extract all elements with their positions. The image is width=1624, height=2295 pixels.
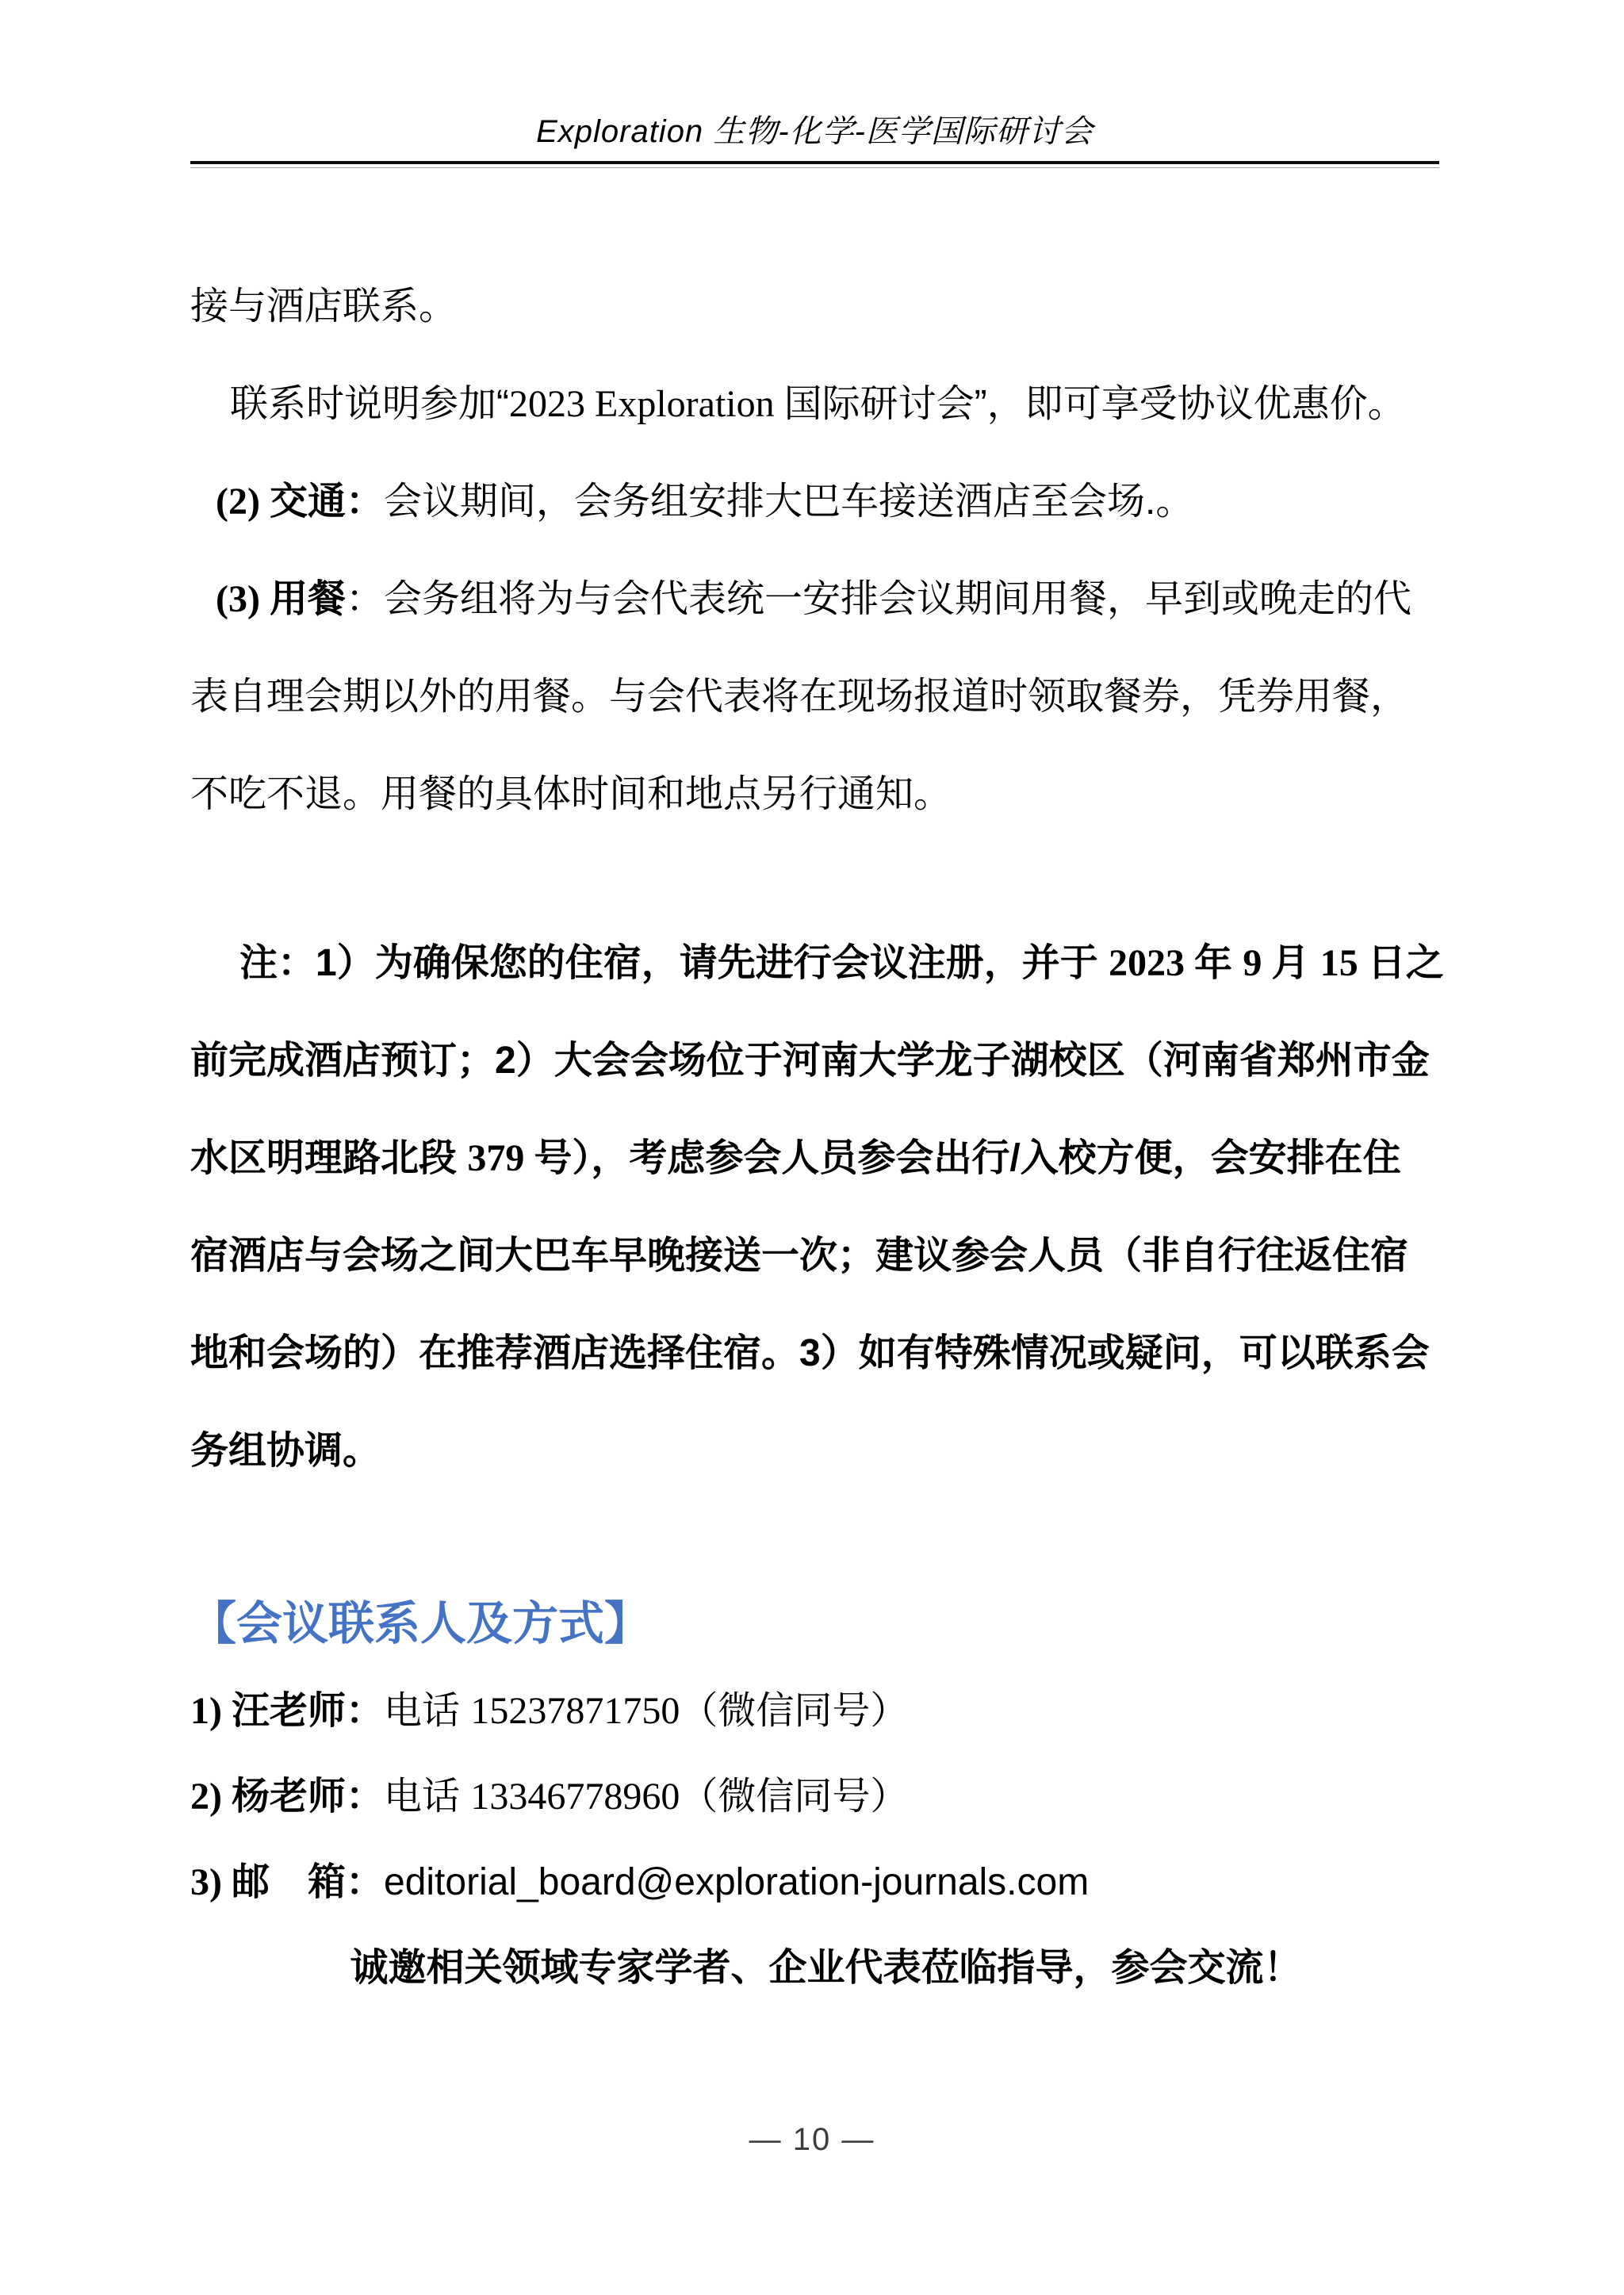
- paragraph-line: [190, 914, 1461, 1012]
- paragraph-line: [190, 258, 1461, 355]
- text-segment: (3): [216, 578, 270, 620]
- document-body: [190, 258, 1461, 2011]
- text-segment: 接与酒店联系。: [190, 285, 458, 328]
- paragraph-line: [190, 1207, 1461, 1305]
- text-segment: 2023 Exploration: [509, 383, 784, 425]
- text-segment: 联系时说明参加“: [230, 383, 509, 425]
- paragraph-line: [190, 1305, 1461, 1402]
- paragraph-line: [190, 453, 1461, 550]
- text-segment: 务组协调。: [190, 1430, 381, 1472]
- text-segment: 1): [190, 1690, 232, 1732]
- text-segment: 15: [1320, 942, 1368, 984]
- text-segment: 地和会场的）在推荐酒店选择住宿。3）如有特殊情况或疑问，可以联系会: [190, 1332, 1430, 1374]
- text-segment: 前完成酒店预订；2）大会会场位于河南大学龙子湖校区（河南省郑州市金: [190, 1040, 1430, 1082]
- paragraph-line: [190, 745, 1461, 843]
- text-segment: 杨老师：: [231, 1776, 384, 1818]
- text-segment: ：会务组将为与会代表统一安排会议期间用餐，早到或晚走的代: [345, 578, 1411, 620]
- paragraph-line: [190, 648, 1461, 745]
- text-segment: 电话: [384, 1776, 471, 1818]
- email-address: editorial_board@exploration-journals.com: [384, 1861, 1090, 1903]
- text-segment: 2023: [1109, 942, 1195, 984]
- section-heading-contacts: 【会议联系人及方式】: [190, 1598, 651, 1649]
- text-segment: 邮 箱：: [231, 1861, 384, 1903]
- closing-invitation-line: 诚邀相关领域专家学者、企业代表莅临指导，参会交流！: [350, 1947, 1302, 1989]
- text-segment: 9: [1243, 942, 1272, 984]
- text-segment: 13346778960: [470, 1776, 680, 1818]
- contact-list: [190, 1669, 1461, 1925]
- text-segment: 汪老师：: [231, 1690, 384, 1732]
- body-paragraphs: [190, 258, 1461, 1500]
- text-segment: 宿酒店与会场之间大巴车早晚接送一次；建议参会人员（非自行往返住宿: [190, 1235, 1409, 1277]
- header-rule-thick: [190, 161, 1439, 164]
- text-segment: 交通：: [269, 481, 384, 523]
- text-segment: 3): [190, 1861, 232, 1903]
- text-segment: （微信同号）: [680, 1690, 909, 1732]
- text-segment: 用餐: [269, 578, 346, 620]
- text-segment: 注：1）为确保您的住宿，请先进行会议注册，并于: [239, 942, 1109, 984]
- text-segment: 电话: [384, 1690, 471, 1732]
- text-segment: 水区明理路北段: [190, 1137, 468, 1179]
- text-segment: 会议期间，会务组安排大巴车接送酒店至会场.。: [383, 481, 1194, 523]
- text-segment: 年: [1194, 942, 1243, 984]
- text-segment: 日之: [1367, 942, 1444, 984]
- document-header-title: Exploration 生物-化学-医学国际研讨会: [536, 114, 1094, 149]
- paragraph-line: [190, 550, 1461, 648]
- paragraph-line: [190, 355, 1461, 453]
- paragraph-line: [190, 1012, 1461, 1109]
- contact-line: [190, 1669, 1461, 1754]
- text-segment: 15237871750: [470, 1690, 680, 1732]
- header-rule-thin: [190, 167, 1439, 168]
- page-number: — 10 —: [749, 2122, 875, 2157]
- text-segment: 2): [190, 1776, 232, 1818]
- paragraph-line: [190, 1402, 1461, 1500]
- text-segment: 月: [1271, 942, 1320, 984]
- text-segment: 不吃不退。用餐的具体时间和地点另行通知。: [190, 773, 952, 815]
- text-segment: 国际研讨会”，即可享受协议优惠价。: [783, 383, 1406, 425]
- text-segment: （微信同号）: [680, 1776, 909, 1818]
- text-segment: 379: [467, 1137, 534, 1179]
- paragraph-line: [190, 1109, 1461, 1207]
- contact-line: [190, 1754, 1461, 1840]
- text-segment: 表自理会期以外的用餐。与会代表将在现场报道时领取餐券，凭券用餐，: [190, 676, 1409, 718]
- text-segment: 号），考虑参会人员参会出行/入校方便，会安排在住: [534, 1137, 1401, 1179]
- text-segment: (2): [216, 481, 270, 523]
- contact-line: [190, 1840, 1461, 1925]
